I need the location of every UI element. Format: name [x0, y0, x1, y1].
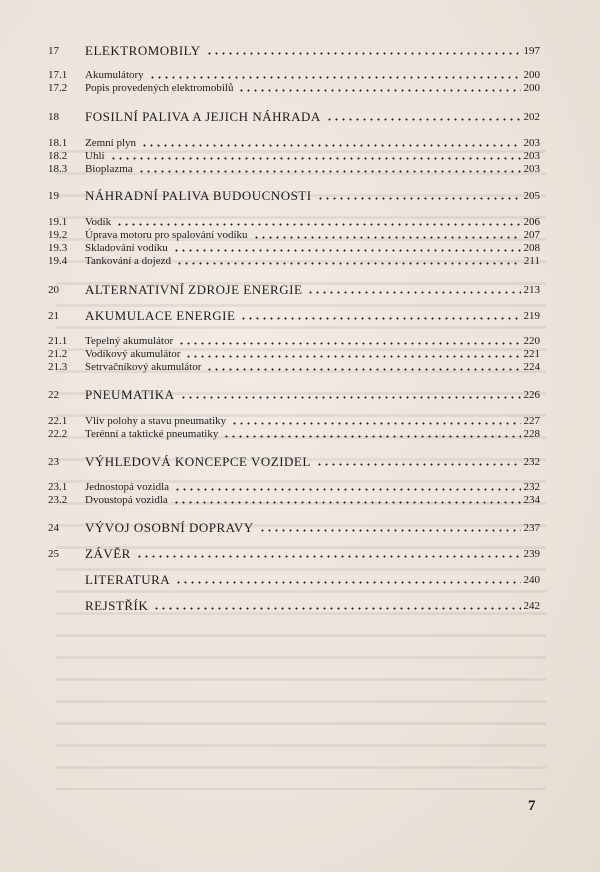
toc-number: 22.2 [48, 428, 68, 440]
toc-number: 19.4 [48, 255, 68, 267]
toc-page: 226 [523, 389, 540, 401]
toc-page: 239 [523, 548, 540, 560]
toc-title: Setrvačníkový akumulátor [85, 361, 202, 373]
toc-entry [48, 44, 540, 57]
toc-entry [48, 110, 540, 123]
toc-number: 17.2 [48, 82, 68, 94]
dot-leader [240, 317, 520, 320]
dot-leader [136, 555, 521, 558]
dot-leader [116, 223, 520, 226]
toc-number: 21.1 [48, 335, 68, 347]
toc-title: Tepelný akumulátor [85, 335, 174, 347]
toc-page: 237 [523, 522, 540, 534]
toc-entry [48, 230, 540, 241]
toc-entry [48, 573, 540, 586]
toc-title: Popis provedených elektromobilů [85, 82, 234, 94]
dot-leader [149, 76, 521, 79]
toc-number: 22 [48, 389, 59, 401]
dot-leader [176, 262, 521, 265]
toc-entry [48, 164, 540, 175]
toc-entry [48, 416, 540, 427]
dot-leader [173, 501, 521, 504]
toc-title: Úprava motoru pro spalování vodíku [85, 229, 248, 241]
toc-title: ELEKTROMOBILY [85, 43, 201, 58]
toc-title: Uhlí [85, 150, 105, 162]
dot-leader [206, 368, 520, 371]
toc-page: 200 [523, 82, 540, 94]
toc-number: 19.3 [48, 242, 68, 254]
toc-number: 21.2 [48, 348, 68, 360]
toc-title: Vodík [85, 216, 112, 228]
toc-page: 208 [523, 242, 540, 254]
toc-entry [48, 283, 540, 296]
toc-title: ZÁVĚR [85, 546, 131, 561]
toc-number: 23.2 [48, 494, 68, 506]
toc-title: FOSILNÍ PALIVA A JEJICH NÁHRADA [85, 109, 321, 124]
toc-entry [48, 256, 540, 267]
toc-page: 242 [523, 600, 540, 612]
toc-title: Tankování a dojezd [85, 255, 171, 267]
toc-page: 232 [523, 481, 540, 493]
toc-number: 18.2 [48, 150, 68, 162]
toc-number: 21.3 [48, 361, 68, 373]
toc-title: REJSTŘÍK [85, 598, 149, 613]
toc-page: 207 [523, 229, 540, 241]
toc-page: 232 [523, 456, 540, 468]
dot-leader [110, 157, 521, 160]
dot-leader [138, 170, 521, 173]
toc-number: 18 [48, 111, 59, 123]
toc-title: Zemní plyn [85, 137, 137, 149]
toc-page: 228 [523, 428, 540, 440]
toc-page: 221 [523, 348, 540, 360]
toc-title: VÝVOJ OSOBNÍ DOPRAVY [85, 520, 254, 535]
toc-page: 219 [523, 310, 540, 322]
toc-page: 200 [523, 69, 540, 81]
toc-entry [48, 482, 540, 493]
toc-title: ALTERNATIVNÍ ZDROJE ENERGIE [85, 282, 303, 297]
toc-title: NÁHRADNÍ PALIVA BUDOUCNOSTI [85, 188, 312, 203]
toc-entry [48, 388, 540, 401]
toc-number: 19.2 [48, 229, 68, 241]
toc-page: 203 [523, 150, 540, 162]
dot-leader [185, 355, 520, 358]
dot-leader [174, 488, 520, 491]
dot-leader [307, 291, 520, 294]
toc-entry [48, 70, 540, 81]
toc-entry [48, 362, 540, 373]
toc-number: 20 [48, 284, 59, 296]
dot-leader [316, 463, 521, 466]
toc-title: VÝHLEDOVÁ KONCEPCE VOZIDEL [85, 454, 311, 469]
toc-number: 18.3 [48, 163, 68, 175]
toc-entry [48, 349, 540, 360]
toc-entry [48, 429, 540, 440]
toc-number: 19.1 [48, 216, 68, 228]
toc-title: Akumulátory [85, 69, 144, 81]
dot-leader [259, 529, 521, 532]
toc-page: 211 [523, 255, 540, 267]
dot-leader [175, 581, 520, 584]
toc-entry [48, 599, 540, 612]
dot-leader [173, 249, 521, 252]
dot-leader [178, 342, 520, 345]
toc-page: 206 [523, 216, 540, 228]
toc-title: AKUMULACE ENERGIE [85, 308, 236, 323]
toc-entry [48, 495, 540, 506]
dot-leader [141, 144, 520, 147]
toc-entry [48, 336, 540, 347]
toc-title: Bioplazma [85, 163, 133, 175]
toc-number: 21 [48, 310, 59, 322]
toc-page: 240 [523, 574, 540, 586]
dot-leader [231, 422, 520, 425]
toc-entry [48, 243, 540, 254]
toc-title: Dvoustopá vozidla [85, 494, 168, 506]
dot-leader [238, 89, 520, 92]
toc-entry [48, 138, 540, 149]
toc-title: LITERATURA [85, 572, 171, 587]
toc-title: Terénní a taktické pneumatiky [85, 428, 219, 440]
toc-number: 18.1 [48, 137, 68, 149]
toc-page: 227 [523, 415, 540, 427]
dot-leader [180, 396, 521, 399]
toc-page: 234 [523, 494, 540, 506]
toc-entry [48, 151, 540, 162]
dot-leader [253, 236, 521, 239]
toc-page: 203 [523, 137, 540, 149]
toc-page: 205 [523, 190, 540, 202]
dot-leader [317, 197, 521, 200]
dot-leader [153, 607, 520, 610]
toc-number: 25 [48, 548, 59, 560]
dot-leader [223, 435, 520, 438]
toc-page: 203 [523, 163, 540, 175]
dot-leader [206, 52, 521, 55]
toc-entry [48, 547, 540, 560]
toc-number: 24 [48, 522, 59, 534]
toc-number: 17 [48, 45, 59, 57]
toc-number: 19 [48, 190, 59, 202]
toc-title: Vliv polohy a stavu pneumatiky [85, 415, 227, 427]
toc-page: 224 [523, 361, 540, 373]
toc-number: 22.1 [48, 415, 68, 427]
toc-page: 197 [523, 45, 540, 57]
toc-entry [48, 455, 540, 468]
toc-entry [48, 217, 540, 228]
toc-page: 220 [523, 335, 540, 347]
toc-entry [48, 189, 540, 202]
page-number: 7 [528, 798, 536, 814]
toc-entry [48, 521, 540, 534]
toc-number: 23 [48, 456, 59, 468]
toc-entry [48, 309, 540, 322]
toc-title: Vodíkový akumulátor [85, 348, 181, 360]
toc-title: PNEUMATIKA [85, 387, 175, 402]
toc-title: Skladování vodíku [85, 242, 168, 254]
toc-page: 213 [523, 284, 540, 296]
toc-entry [48, 83, 540, 94]
toc-number: 17.1 [48, 69, 68, 81]
toc-number: 23.1 [48, 481, 68, 493]
toc-page: 202 [523, 111, 540, 123]
toc-title: Jednostopá vozidla [85, 481, 170, 493]
dot-leader [326, 118, 521, 121]
